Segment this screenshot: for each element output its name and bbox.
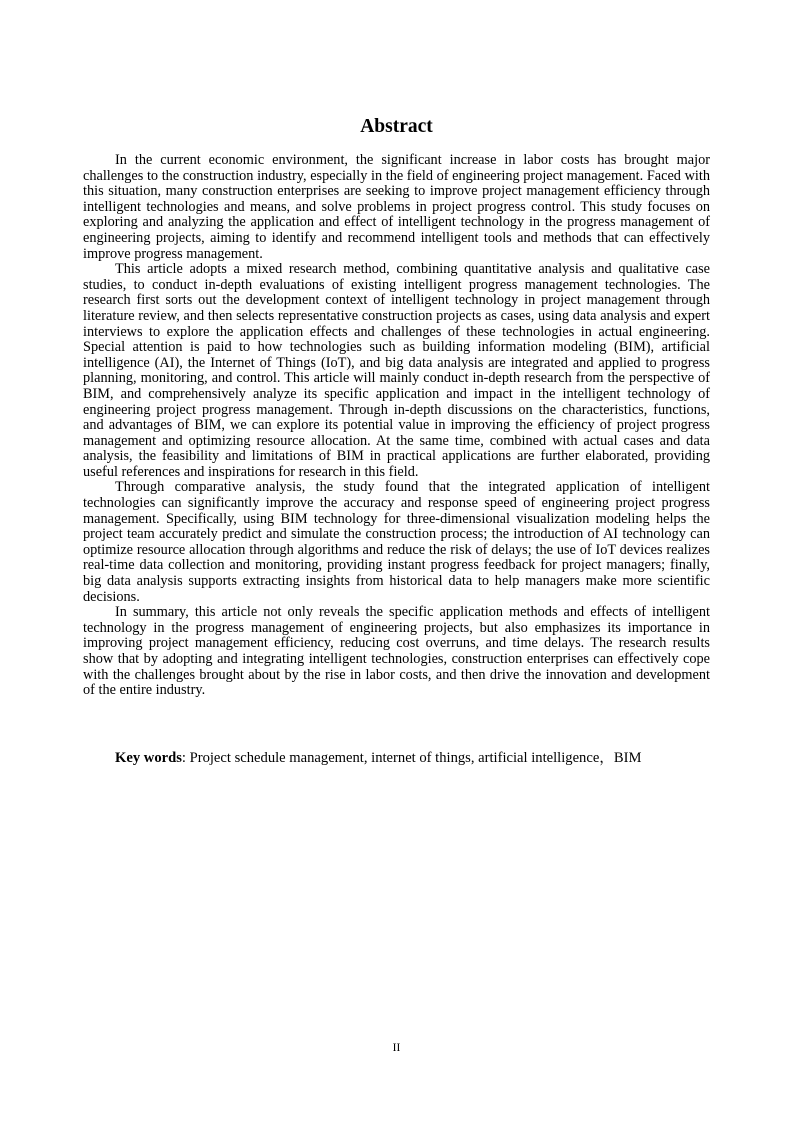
abstract-paragraph-4: In summary, this article not only reveals the specific application methods and effects of intelligent technology in the progress management of engineering projects, but also emphasizes its importance in improving project management efficiency, reducing cost overruns, and time delays. The research results show that by adopting and integrating intelligent technologies, construction enterprises can effectively cope with the challenges brought about by the rise in labor costs, and then drive the innovation and development of the entire industry. [83,604,710,699]
page-number: II [392,1042,401,1054]
abstract-title: Abstract [360,116,433,137]
abstract-paragraph-2: This article adopts a mixed research method, combining quantitative analysis and qualitative case studies, to conduct in-depth evaluations of existing intelligent progress management technologies. The research first sorts out the development context of intelligent technology in project management through literature review, and then selects representative construction projects as cases, using data analysis and expert interviews to explore the application effects and challenges of these technologies in actual engineering. Special attention is paid to how technologies such as building information modeling (BIM), artificial intelligence (AI), the Internet of Things (IoT), and big data analysis are integrated and applied to progress planning, monitoring, and control. This article will mainly conduct in-depth research from the perspective of BIM, and comprehensively analyze its specific application and impact in the intelligent technology of engineering project progress management. Through in-depth discussions on the characteristics, functions, and advantages of BIM, we can explore its potential value in improving the efficiency of project progress management and optimizing resource allocation. At the same time, combined with actual cases and data analysis, the feasibility and limitations of BIM in practical applications are further elaborated, providing useful references and inspirations for research in this field. [83,261,710,480]
abstract-paragraph-1: In the current economic environment, the significant increase in labor costs has brought major challenges to the construction industry, especially in the field of engineering project management. Faced with this situation, many construction enterprises are seeking to improve project management efficiency through intelligent technologies and means, and solve problems in project progress control. This study focuses on exploring and analyzing the application and effect of intelligent technology in the progress management of engineering projects, aiming to identify and recommend intelligent tools and methods that can effectively improve progress management. [83,152,710,262]
keywords-line [115,749,755,767]
keywords-label: Key words [115,750,182,766]
abstract-paragraph-3: Through comparative analysis, the study found that the integrated application of intelligent technologies can significantly improve the accuracy and response speed of engineering project progress management. Specifically, using BIM technology for three-dimensional visualization modeling helps the project team accurately predict and simulate the construction process; the introduction of AI technology can optimize resource allocation through algorithms and reduce the risk of delays; the use of IoT devices realizes real-time data collection and monitoring, providing instant progress feedback for project managers; finally, big data analysis supports extracting insights from historical data to help managers make more scientific decisions. [83,479,710,605]
keywords-text: Project schedule management, internet of things, artificial intelligence，BIM [189,750,642,766]
keywords-separator: : [181,750,186,766]
abstract-body [83,153,710,699]
